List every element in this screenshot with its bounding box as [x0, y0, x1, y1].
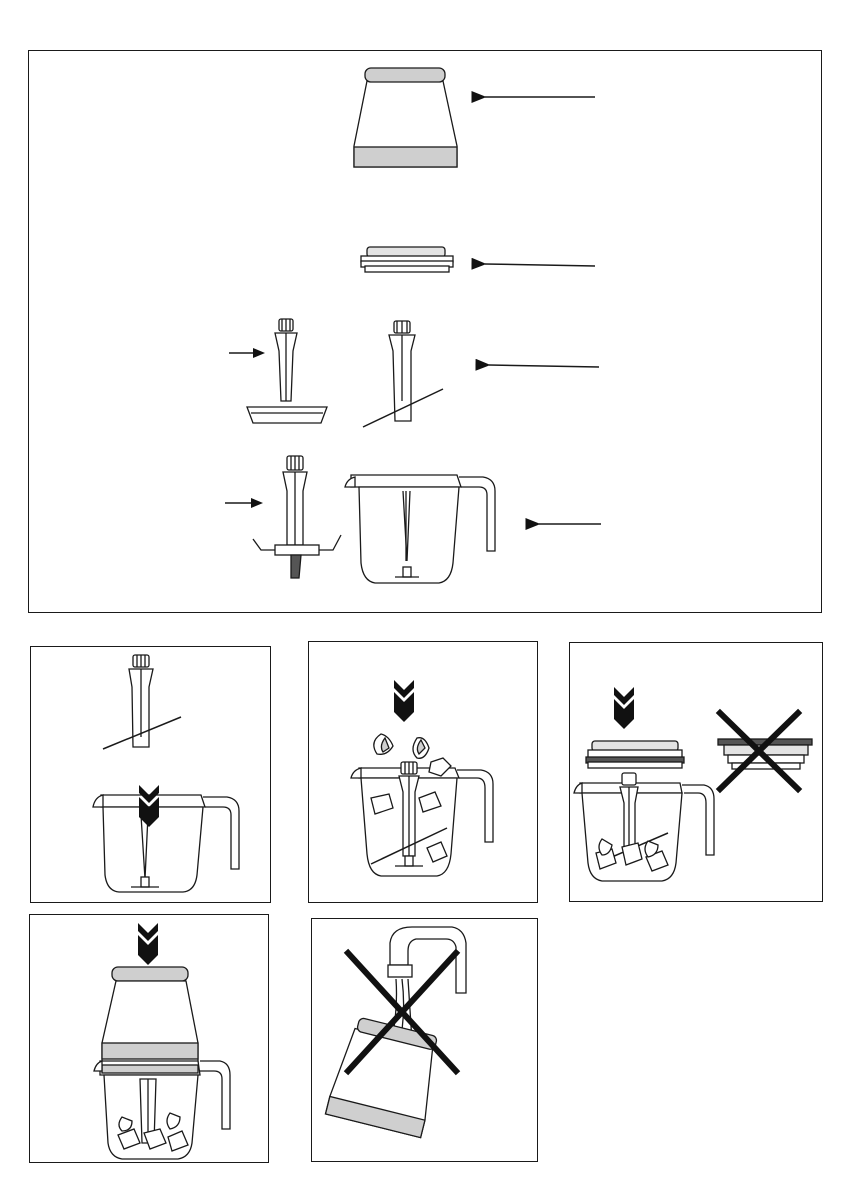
motor-unit-icon	[102, 967, 198, 1063]
insert-arrow-icon	[138, 923, 158, 965]
bowl-icon	[345, 475, 495, 583]
step-attach-motor-drawing	[30, 915, 270, 1164]
lid-arrow	[485, 264, 595, 266]
step-insert-blade	[30, 646, 271, 903]
motor-unit-icon	[354, 68, 457, 167]
parts-overview-drawing	[29, 51, 823, 614]
bowl-icon	[574, 773, 714, 881]
falling-food-icon	[374, 734, 429, 758]
lid-icon	[361, 247, 453, 272]
parts-overview-panel	[28, 50, 822, 613]
step-add-food-drawing	[309, 642, 539, 904]
step-insert-blade-drawing	[31, 647, 272, 904]
blade-unit-arrowhead	[251, 498, 263, 508]
step-fit-lid	[569, 642, 823, 902]
step-do-not-wash-motor-drawing	[312, 919, 539, 1163]
step-do-not-wash-motor	[311, 918, 538, 1162]
bowl-icon	[93, 795, 239, 892]
ice-crusher-blade-icon	[363, 321, 443, 427]
lid-icon	[586, 741, 684, 768]
step-add-food	[308, 641, 538, 903]
step-attach-motor	[29, 914, 269, 1163]
ice-crusher-blade-icon	[103, 655, 181, 749]
step-fit-lid-drawing	[570, 643, 824, 903]
disc-blade-icon	[247, 319, 327, 423]
disc-blade-arrowhead	[253, 348, 265, 358]
ice-crusher-arrow	[489, 365, 599, 367]
insert-arrow-icon	[614, 687, 634, 729]
insert-arrow-icon	[394, 680, 414, 722]
blade-unit-icon	[253, 456, 341, 578]
bowl-icon	[351, 762, 493, 876]
